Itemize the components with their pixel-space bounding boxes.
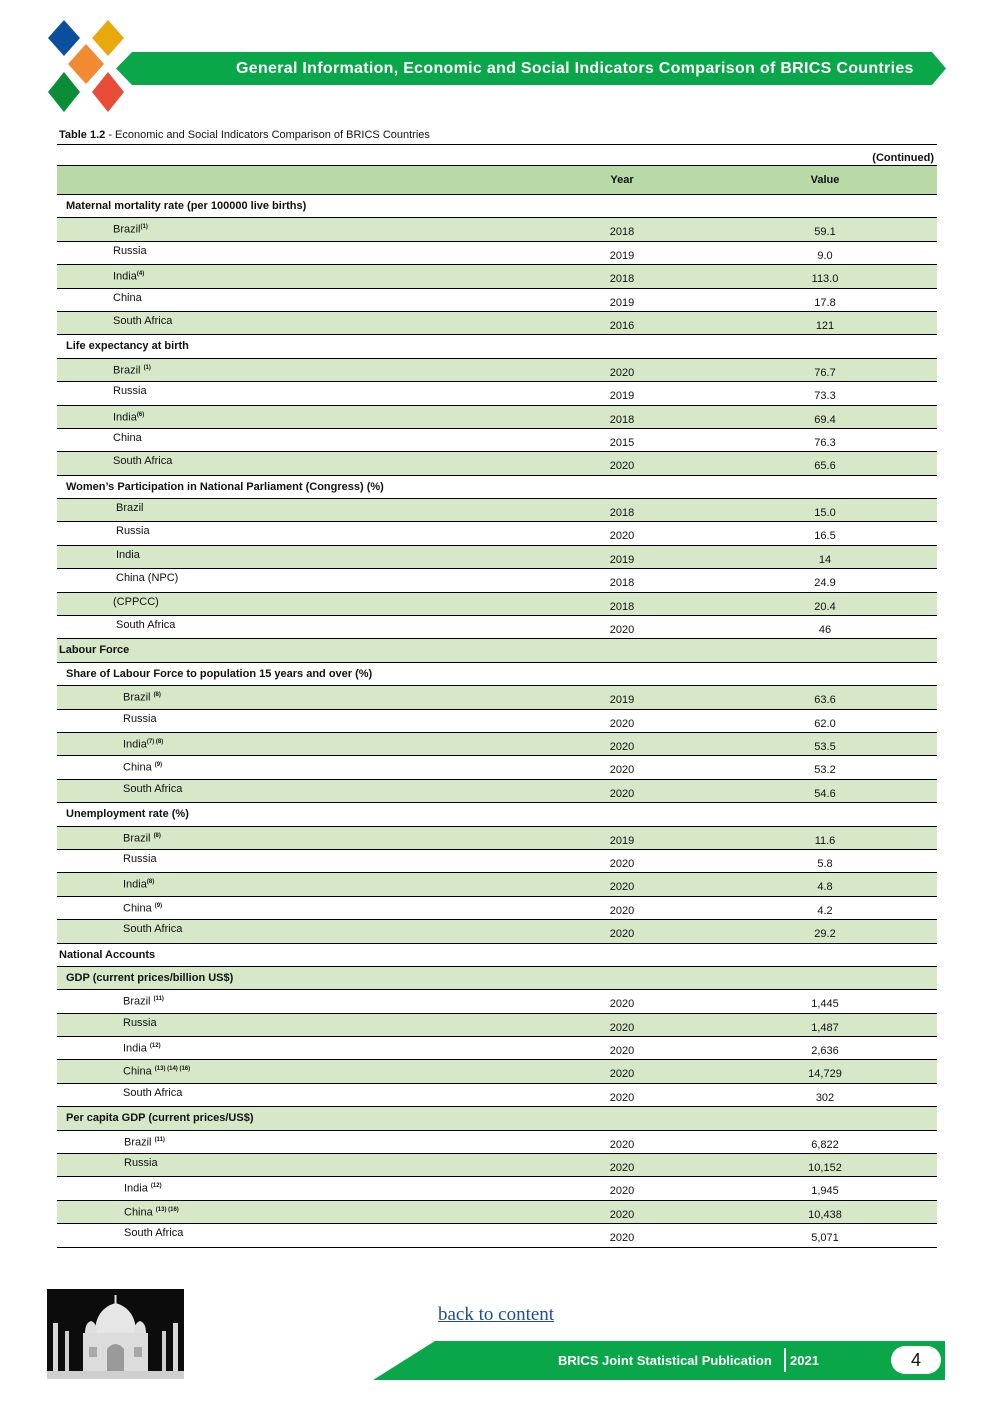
footnote-marker: (13) (16) bbox=[155, 1206, 179, 1213]
year-cell: 2020 bbox=[609, 1138, 635, 1151]
value-cell: 10,152 bbox=[808, 1162, 842, 1175]
section-label: Share of Labour Force to population 15 years and over (%) bbox=[66, 667, 373, 680]
table-row bbox=[57, 990, 937, 1013]
value-cell: 46 bbox=[818, 624, 832, 637]
continued-label: (Continued) bbox=[872, 152, 934, 164]
year-cell: 2015 bbox=[609, 436, 635, 449]
year-cell: 2020 bbox=[609, 1091, 635, 1104]
table-row bbox=[57, 920, 937, 943]
year-cell: 2019 bbox=[609, 553, 635, 566]
country-label: Russia bbox=[123, 852, 157, 865]
section-row bbox=[57, 663, 937, 686]
table-row bbox=[57, 1201, 937, 1224]
table-row bbox=[57, 710, 937, 733]
section-row bbox=[57, 335, 937, 358]
country-label: India bbox=[116, 548, 140, 561]
value-cell: 76.7 bbox=[814, 366, 836, 379]
country-label: Russia bbox=[123, 1016, 157, 1029]
year-cell: 2020 bbox=[609, 1232, 635, 1245]
section-row bbox=[57, 639, 937, 662]
country-label: India$^{(8)}$ bbox=[123, 878, 155, 891]
value-cell: 59.1 bbox=[814, 226, 836, 239]
value-cell: 63.6 bbox=[814, 694, 836, 707]
country-label: India $^{(12)}$ bbox=[123, 1042, 161, 1055]
footnote-marker: (9) bbox=[154, 902, 163, 909]
table-row bbox=[57, 1154, 937, 1177]
year-cell: 2020 bbox=[609, 740, 635, 753]
footnote-marker: (8) bbox=[146, 879, 155, 886]
footnote-marker: (12) bbox=[149, 1043, 161, 1050]
section-label: Women’s Participation in National Parliament (Congress) (%) bbox=[66, 480, 384, 493]
value-cell: 1,945 bbox=[811, 1185, 839, 1198]
section-label: Maternal mortality rate (per 100000 live births) bbox=[66, 200, 307, 212]
section-label: Unemployment rate (%) bbox=[66, 808, 189, 821]
year-cell: 2019 bbox=[609, 296, 635, 309]
value-cell: 5,071 bbox=[811, 1232, 839, 1245]
year-cell: 2020 bbox=[609, 1045, 635, 1058]
value-cell: 17.8 bbox=[814, 296, 836, 309]
footnote-marker: (9) bbox=[154, 762, 163, 769]
year-cell: 2018 bbox=[609, 507, 635, 520]
table-row bbox=[57, 429, 937, 452]
table-row bbox=[57, 756, 937, 779]
section-row bbox=[57, 967, 937, 990]
value-cell: 29.2 bbox=[814, 928, 836, 941]
footnote-marker: (4) bbox=[136, 271, 145, 278]
value-cell: 5.8 bbox=[817, 857, 833, 870]
value-cell: 11.6 bbox=[814, 834, 836, 847]
table-row bbox=[57, 382, 937, 405]
year-cell: 2020 bbox=[609, 904, 635, 917]
table-row bbox=[57, 1177, 937, 1200]
year-cell: 2020 bbox=[609, 787, 635, 800]
year-cell: 2020 bbox=[609, 1185, 635, 1198]
value-cell: 73.3 bbox=[814, 390, 836, 403]
value-cell: 69.4 bbox=[814, 413, 836, 426]
country-label: Brazil$^{(1)}$ bbox=[113, 224, 148, 237]
country-label: Russia bbox=[116, 525, 150, 538]
value-cell: 14 bbox=[818, 553, 832, 566]
table-row bbox=[57, 686, 937, 709]
year-cell: 2020 bbox=[609, 460, 635, 473]
publication-name: BRICS Joint Statistical Publication bbox=[558, 1353, 772, 1368]
table-row bbox=[57, 733, 937, 756]
publication-year: 2021 bbox=[790, 1353, 819, 1368]
country-label: Russia bbox=[113, 244, 147, 257]
country-label: South Africa bbox=[113, 314, 173, 327]
section-label: Life expectancy at birth bbox=[66, 340, 189, 353]
year-cell: 2018 bbox=[609, 226, 635, 239]
country-label: Brazil $^{(11)}$ bbox=[123, 995, 164, 1008]
table-row bbox=[57, 1037, 937, 1060]
section-row bbox=[57, 476, 937, 499]
country-label: South Africa bbox=[113, 455, 173, 468]
country-label: South Africa bbox=[123, 1086, 183, 1099]
table-row bbox=[57, 546, 937, 569]
footnote-marker: (1) bbox=[143, 364, 151, 371]
section-label: Per capita GDP (current prices/US$) bbox=[66, 1112, 254, 1125]
value-cell: 302 bbox=[815, 1091, 835, 1104]
value-cell: 9.0 bbox=[817, 249, 833, 262]
year-cell: 2019 bbox=[609, 390, 635, 403]
value-cell: 20.4 bbox=[814, 600, 836, 613]
indicators-table bbox=[57, 144, 937, 1248]
year-cell: 2020 bbox=[609, 1162, 635, 1175]
value-cell: 4.2 bbox=[817, 904, 833, 917]
country-label: South Africa bbox=[124, 1227, 184, 1240]
year-cell: 2020 bbox=[609, 1021, 635, 1034]
country-label: Russia bbox=[113, 385, 147, 398]
year-cell: 2020 bbox=[609, 998, 635, 1011]
footnote-marker: (11) bbox=[154, 1136, 165, 1143]
value-cell: 65.6 bbox=[814, 460, 836, 473]
table-row bbox=[57, 499, 937, 522]
year-cell: 2019 bbox=[609, 249, 635, 262]
table-caption-text: - Economic and Social Indicators Comparison of BRICS Countries bbox=[105, 129, 430, 141]
footnote-marker: (12) bbox=[150, 1183, 162, 1190]
year-cell: 2016 bbox=[609, 319, 635, 332]
table-row bbox=[57, 1224, 937, 1247]
country-label: India$^{(4)}$ bbox=[113, 270, 145, 283]
value-cell: 2,636 bbox=[811, 1045, 839, 1058]
table-row bbox=[57, 289, 937, 312]
section-row bbox=[57, 803, 937, 826]
table-row bbox=[57, 780, 937, 803]
table-row bbox=[57, 406, 937, 429]
section-label: National Accounts bbox=[59, 948, 156, 961]
footnote-marker: (11) bbox=[153, 996, 164, 1003]
year-cell: 2020 bbox=[609, 764, 635, 777]
table-row bbox=[57, 359, 937, 382]
value-cell: 53.5 bbox=[814, 740, 836, 753]
year-cell: 2020 bbox=[609, 530, 635, 543]
year-cell: 2018 bbox=[609, 413, 635, 426]
footnote-marker: (13) (14) (16) bbox=[154, 1066, 191, 1073]
country-label: South Africa bbox=[123, 923, 183, 936]
table-body bbox=[57, 195, 937, 1248]
value-cell: 76.3 bbox=[814, 436, 836, 449]
country-label: India$^{(6)}$ bbox=[113, 411, 145, 424]
year-cell: 2020 bbox=[609, 881, 635, 894]
year-cell: 2018 bbox=[609, 600, 635, 613]
table-row bbox=[57, 873, 937, 896]
column-header-value: Value bbox=[810, 174, 840, 186]
table-row bbox=[57, 1131, 937, 1154]
country-label: Brazil $^{(8)}$ bbox=[123, 832, 161, 845]
country-label: China bbox=[113, 431, 142, 444]
table-row bbox=[57, 522, 937, 545]
footnote-marker: (8) bbox=[153, 832, 161, 839]
value-cell: 113.0 bbox=[811, 273, 839, 286]
country-label: Brazil $^{(8)}$ bbox=[123, 691, 161, 704]
value-cell: 1,487 bbox=[811, 1021, 839, 1034]
value-cell: 16.5 bbox=[814, 530, 836, 543]
table-number: Table 1.2 bbox=[59, 129, 106, 141]
page-number: 4 bbox=[891, 1346, 941, 1374]
section-label: GDP (current prices/billion US$) bbox=[66, 971, 234, 984]
value-cell: 54.6 bbox=[814, 787, 836, 800]
table-row bbox=[57, 897, 937, 920]
year-cell: 2020 bbox=[609, 857, 635, 870]
table-row bbox=[57, 850, 937, 873]
back-to-content-link[interactable]: back to content bbox=[438, 1304, 555, 1325]
table-row bbox=[57, 1084, 937, 1107]
country-label: Brazil $^{(11)}$ bbox=[124, 1136, 165, 1149]
table-row bbox=[57, 593, 937, 616]
year-cell: 2018 bbox=[609, 273, 635, 286]
country-label: China $^{(13) (14) (16)}$ bbox=[123, 1066, 191, 1079]
year-cell: 2020 bbox=[609, 717, 635, 730]
country-label: Brazil $^{(1)}$ bbox=[113, 364, 151, 377]
table-row bbox=[57, 1060, 937, 1083]
country-label: India$^{(7) (8)}$ bbox=[123, 738, 164, 751]
footnote-marker: (7) (8) bbox=[146, 738, 164, 745]
country-label: Brazil bbox=[116, 502, 144, 515]
table-row bbox=[57, 569, 937, 592]
section-label: Labour Force bbox=[59, 644, 130, 657]
section-row bbox=[57, 195, 937, 218]
year-cell: 2019 bbox=[609, 694, 635, 707]
value-cell: 15.0 bbox=[814, 507, 836, 520]
country-label: Russia bbox=[123, 712, 157, 725]
value-cell: 4.8 bbox=[817, 881, 833, 894]
footnote-marker: (6) bbox=[136, 411, 145, 418]
section-row bbox=[57, 1107, 937, 1130]
table-row bbox=[57, 242, 937, 265]
year-cell: 2020 bbox=[609, 1208, 635, 1221]
footer-separator bbox=[784, 1348, 786, 1372]
value-cell: 10,438 bbox=[808, 1208, 842, 1221]
value-cell: 24.9 bbox=[814, 577, 836, 590]
country-label: China bbox=[113, 291, 142, 304]
year-cell: 2020 bbox=[609, 624, 635, 637]
year-cell: 2020 bbox=[609, 366, 635, 379]
year-cell: 2019 bbox=[609, 834, 635, 847]
table-row bbox=[57, 1014, 937, 1037]
country-label: South Africa bbox=[116, 619, 176, 632]
table-row bbox=[57, 218, 937, 241]
year-cell: 2020 bbox=[609, 928, 635, 941]
country-label: Russia bbox=[124, 1157, 158, 1170]
header-title: General Information, Economic and Social Indicators Comparison of BRICS Countries bbox=[236, 60, 914, 77]
country-label: (CPPCC) bbox=[113, 595, 159, 608]
country-label: China $^{(9)}$ bbox=[123, 902, 163, 915]
country-label: South Africa bbox=[123, 782, 183, 795]
value-cell: 121 bbox=[815, 319, 835, 332]
table-row bbox=[57, 616, 937, 639]
value-cell: 1,445 bbox=[811, 998, 839, 1011]
table-header bbox=[57, 165, 937, 195]
value-cell: 14,729 bbox=[808, 1068, 842, 1081]
table-row bbox=[57, 312, 937, 335]
column-header-year: Year bbox=[610, 174, 634, 186]
value-cell: 6,822 bbox=[811, 1138, 839, 1151]
table-row bbox=[57, 265, 937, 288]
year-cell: 2018 bbox=[609, 577, 635, 590]
country-label: India $^{(12)}$ bbox=[124, 1183, 162, 1196]
country-label: China $^{(13) (16)}$ bbox=[124, 1206, 179, 1219]
table-caption bbox=[59, 129, 430, 141]
table-row bbox=[57, 827, 937, 850]
value-cell: 62.0 bbox=[814, 717, 836, 730]
section-row bbox=[57, 944, 937, 967]
value-cell: 53.2 bbox=[814, 764, 836, 777]
country-label: China $^{(9)}$ bbox=[123, 762, 163, 775]
year-cell: 2020 bbox=[609, 1068, 635, 1081]
country-label: China (NPC) bbox=[116, 572, 179, 585]
footnote-marker: (8) bbox=[153, 692, 161, 699]
table-row bbox=[57, 452, 937, 475]
footnote-marker: (1) bbox=[140, 224, 148, 231]
taj-mahal-image bbox=[47, 1289, 184, 1379]
